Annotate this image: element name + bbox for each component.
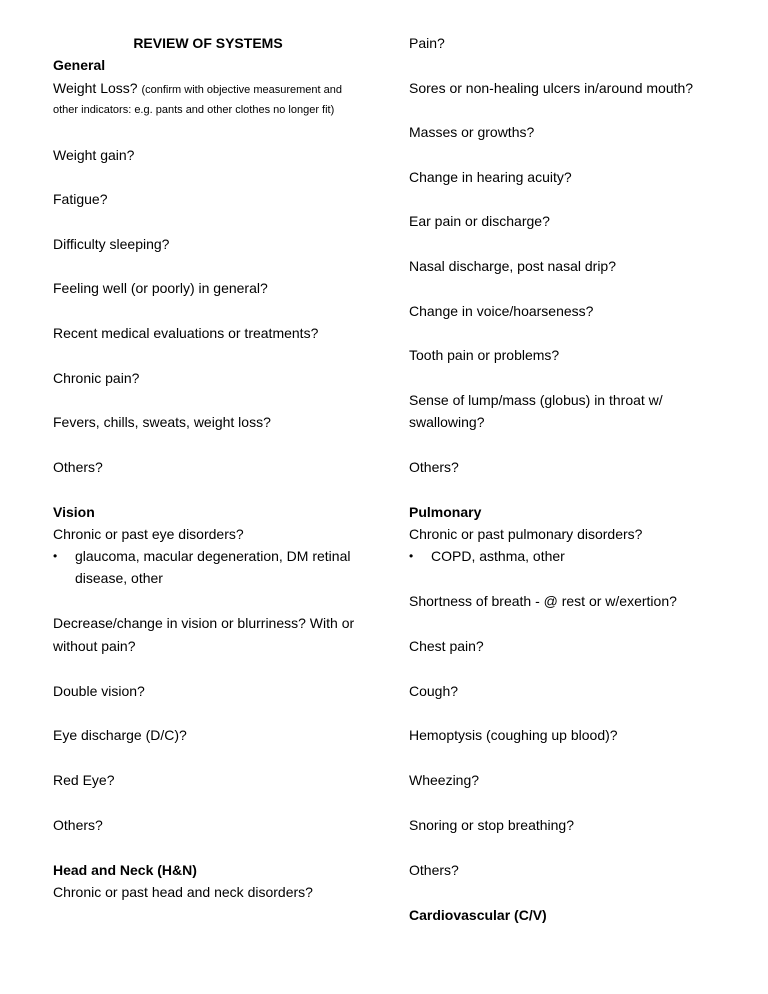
eye-disorders-bullet-text: glaucoma, macular degeneration, DM retinal disease, other <box>75 548 351 586</box>
voice-change-question: Change in voice/hoarseness? <box>409 303 594 319</box>
weight-loss-note-continued: other indicators: e.g. pants and other clothes no longer fit) <box>53 104 335 116</box>
recent-medical-question: Recent medical evaluations or treatments? <box>53 325 319 341</box>
masses-question: Masses or growths? <box>409 124 535 140</box>
weight-loss-label: Weight Loss? <box>53 80 138 96</box>
cough-question: Cough? <box>409 683 459 699</box>
chronic-head-neck-question: Chronic or past head and neck disorders? <box>53 884 313 900</box>
mouth-sores-question: Sores or non-healing ulcers in/around mouth? <box>409 80 694 96</box>
fatigue-question: Fatigue? <box>53 191 108 207</box>
decrease-vision-question: Decrease/change in vision or blurriness? With or <box>53 615 355 631</box>
shortness-of-breath-question: Shortness of breath - @ rest or w/exertion? <box>409 593 677 609</box>
tooth-pain-question: Tooth pain or problems? <box>409 347 560 363</box>
weight-loss-question <box>53 77 358 101</box>
vision-heading: Vision <box>53 504 95 520</box>
feeling-well-question: Feeling well (or poorly) in general? <box>53 280 268 296</box>
chronic-eye-question: Chronic or past eye disorders? <box>53 526 244 542</box>
chest-pain-question: Chest pain? <box>409 638 484 654</box>
general-heading: General <box>53 57 106 73</box>
general-others-question: Others? <box>53 459 103 475</box>
eye-discharge-question: Eye discharge (D/C)? <box>53 727 187 743</box>
head-neck-heading: Head and Neck (H&N) <box>53 862 197 878</box>
bullet-icon: • <box>409 549 414 563</box>
difficulty-sleeping-question: Difficulty sleeping? <box>53 236 170 252</box>
weight-loss-note: (confirm with objective measurement and <box>141 84 342 96</box>
head-neck-others-question: Others? <box>409 459 459 475</box>
globus-question-continued: swallowing? <box>409 414 485 430</box>
decrease-vision-question-continued: without pain? <box>53 638 136 654</box>
double-vision-question: Double vision? <box>53 683 145 699</box>
pulmonary-disorders-bullet-text: COPD, asthma, other <box>431 548 565 564</box>
red-eye-question: Red Eye? <box>53 772 115 788</box>
hemoptysis-question: Hemoptysis (coughing up blood)? <box>409 727 618 743</box>
pulmonary-heading: Pulmonary <box>409 504 482 520</box>
globus-question: Sense of lump/mass (globus) in throat w/ <box>409 392 663 408</box>
ear-pain-question: Ear pain or discharge? <box>409 213 550 229</box>
fevers-question: Fevers, chills, sweats, weight loss? <box>53 414 271 430</box>
chronic-pain-question: Chronic pain? <box>53 370 140 386</box>
wheezing-question: Wheezing? <box>409 772 480 788</box>
weight-gain-question: Weight gain? <box>53 147 135 163</box>
chronic-pulmonary-question: Chronic or past pulmonary disorders? <box>409 526 643 542</box>
nasal-discharge-question: Nasal discharge, post nasal drip? <box>409 258 617 274</box>
vision-others-question: Others? <box>53 817 103 833</box>
document-title: REVIEW OF SYSTEMS <box>133 35 283 51</box>
cardiovascular-heading: Cardiovascular (C/V) <box>409 907 547 923</box>
bullet-icon: • <box>53 549 58 563</box>
pain-question: Pain? <box>409 35 445 51</box>
hearing-question: Change in hearing acuity? <box>409 169 572 185</box>
pulmonary-others-question: Others? <box>409 862 459 878</box>
snoring-question: Snoring or stop breathing? <box>409 817 574 833</box>
